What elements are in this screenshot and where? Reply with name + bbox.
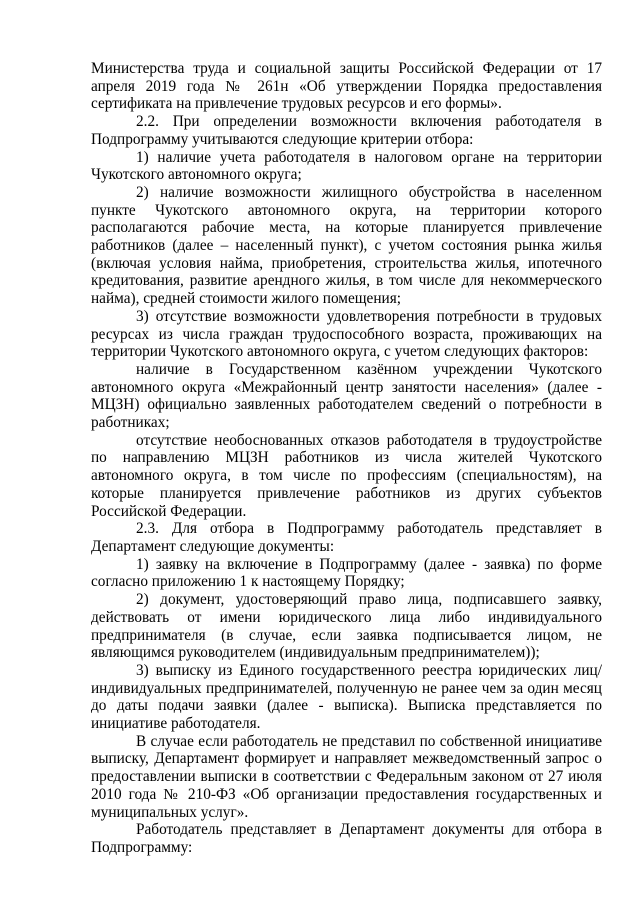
paragraph-interagency-request: В случае если работодатель не представил по собственной инициативе выписку, Департамент формирует и направляет межведомственный запрос о предоставлении выписки в соответствии с Федеральным законом от 27 июля 2010 года № 210-ФЗ «Об организации предоставления государственных и муниципальных услуг». — [91, 732, 602, 821]
paragraph-document-2-authority: 2) документ, удостоверяющий право лица, подписавшего заявку, действовать от имени юридического лица либо индивидуального предпринимателя (в случае, если заявка подписывается лицом, не являющимся руководителем (индивидуальным предпринимателем)); — [91, 591, 602, 662]
paragraph-ministry-order-reference: Министерства труда и социальной защиты Российской Федерации от 17 апреля 2019 года № 261н «Об утверждении Порядка предоставления сертификата на привлечение трудовых ресурсов и его формы». — [91, 60, 602, 113]
paragraph-employer-submits: Работодатель представляет в Департамент документы для отбора в Подпрограмму: — [91, 821, 602, 856]
paragraph-factor-mczn-vacancies: наличие в Государственном казённом учреждении Чукотского автономного округа «Межрайонный центр занятости населения» (далее - МЦЗН) официально заявленных работодателем сведений о потребности в работниках; — [91, 360, 602, 432]
paragraph-document-1-application: 1) заявку на включение в Подпрограмму (далее - заявка) по форме согласно приложению 1 к настоящему Порядку; — [91, 555, 602, 591]
paragraph-2-2-selection-criteria: 2.2. При определении возможности включения работодателя в Подпрограмму учитываются следующие критерии отбора: — [91, 113, 602, 148]
paragraph-factor-no-refusals: отсутствие необоснованных отказов работодателя в трудоустройстве по направлению МЦЗН работников из числа жителей Чукотского автономного округа, в том числе по профессиям (специальностям), на которые планируется привлечение работников из других субъектов Российской Федерации. — [91, 431, 602, 520]
document-page — [91, 60, 602, 857]
paragraph-criterion-1-tax-registration: 1) наличие учета работодателя в налоговом органе на территории Чукотского автономного округа; — [91, 148, 602, 184]
paragraph-criterion-2-housing: 2) наличие возможности жилищного обустройства в населенном пункте Чукотского автономного округа, на территории которого располагаются рабочие места, на которые планируется привлечение работников (далее – населенный пункт), с учетом состояния рынка жилья (включая условия найма, приобретения, строительства жилья, ипотечного кредитования, развитие арендного жилья, в том числе для некоммерческого найма), средней стоимости жилого помещения; — [91, 183, 602, 308]
paragraph-2-3-documents: 2.3. Для отбора в Подпрограмму работодатель представляет в Департамент следующие документы: — [91, 520, 602, 555]
paragraph-document-3-registry-extract: 3) выписку из Единого государственного реестра юридических лиц/индивидуальных предпринимателей, полученную не ранее чем за один месяц до даты подачи заявки (далее - выписка). Выписка представляется по инициативе работодателя. — [91, 661, 602, 733]
paragraph-criterion-3-labor-needs: 3) отсутствие возможности удовлетворения потребности в трудовых ресурсах из числа граждан трудоспособного возраста, проживающих на территории Чукотского автономного округа, с учетом следующих факторов: — [91, 307, 602, 361]
